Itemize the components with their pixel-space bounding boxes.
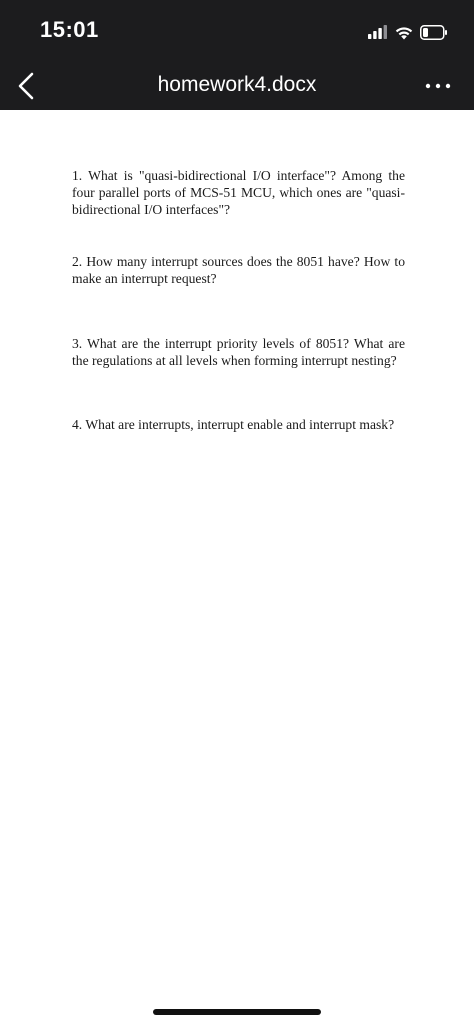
- question-2: 2. How many interrupt sources does the 8051 have? How to make an interrupt request?: [72, 254, 405, 286]
- home-indicator[interactable]: [153, 1009, 321, 1015]
- status-icons: [368, 22, 448, 42]
- signal-icon: [368, 25, 388, 39]
- question-1: 1. What is "quasi-bidirectional I/O interface"? Among the four parallel ports of MCS-51 MCU, which ones are "quasi-bidirectional I/O interfaces"?: [72, 168, 405, 217]
- more-horizontal-icon[interactable]: [424, 76, 452, 96]
- battery-icon: [420, 25, 448, 40]
- document-content: [72, 167, 405, 433]
- question-4: 4. What are interrupts, interrupt enable and interrupt mask?: [72, 417, 395, 432]
- navigation-bar: [0, 62, 474, 110]
- document-title: homework4.docx: [157, 73, 317, 96]
- status-time: 15:01: [40, 17, 99, 42]
- status-bar: [0, 0, 474, 62]
- wifi-icon: [394, 25, 414, 40]
- question-3: 3. What are the interrupt priority levels of 8051? What are the regulations at all levels when forming interrupt nesting?: [72, 336, 405, 368]
